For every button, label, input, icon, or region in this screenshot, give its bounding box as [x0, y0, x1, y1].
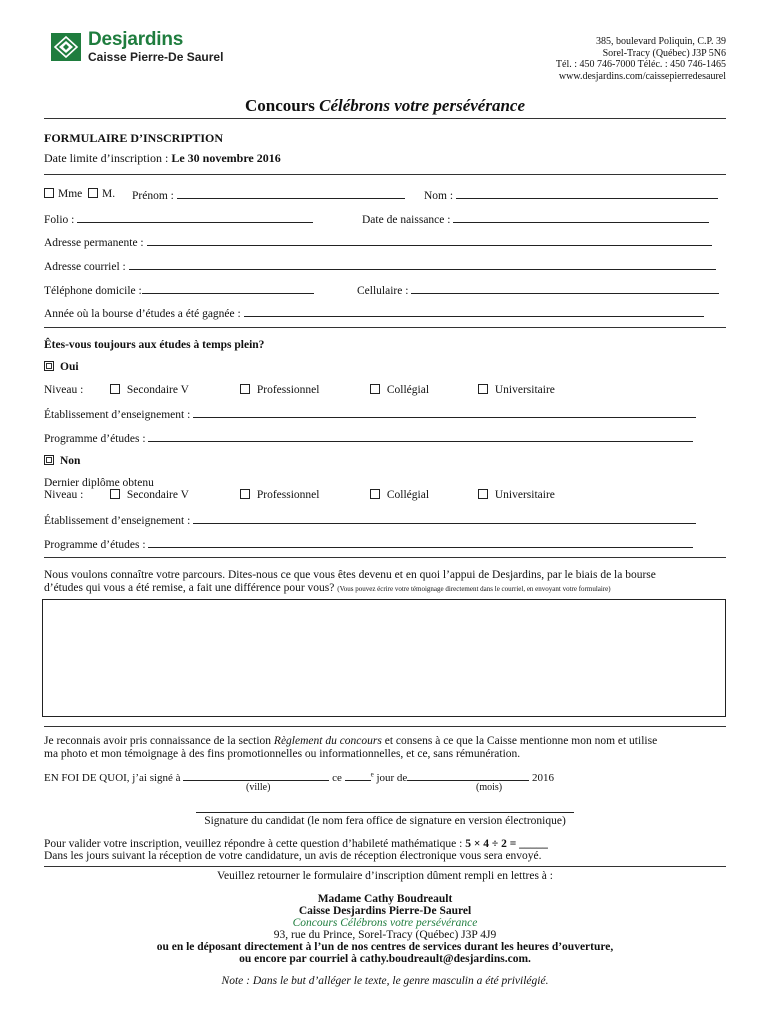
caisse-address: [556, 36, 726, 82]
parcours-question: d’études qui vous a été remise, a fait une différence pour vous?: [44, 582, 335, 594]
return-name: Madame Cathy Boudreault: [317, 893, 453, 905]
cell-input[interactable]: [411, 283, 719, 294]
page-title: [0, 96, 770, 116]
nom-field: [424, 188, 718, 202]
mme-label: Mme: [58, 188, 83, 200]
institution-label: Établissement d’enseignement :: [44, 409, 191, 421]
award-year-field: [44, 306, 704, 320]
program-input[interactable]: [148, 431, 693, 442]
level-checkbox[interactable]: [478, 384, 488, 394]
brand-sub: Caisse Pierre-De Saurel: [88, 50, 224, 64]
address-line: Tél. : 450 746-7000 Téléc. : 450 746-1465: [555, 59, 726, 70]
nom-input[interactable]: [456, 188, 718, 199]
parcours-line1: Nous voulons connaître votre parcours. Dites-nous ce que vous êtes devenu et en quoi l’appui de Desjardins, par le biais de la bourse: [44, 569, 656, 581]
validation-text: Pour valider votre inscription, veuillez répondre à cette question d’habileté mathématique :: [44, 838, 466, 850]
program-label: Programme d’études :: [44, 433, 146, 445]
institution-field: [44, 407, 696, 421]
divider: [44, 174, 726, 175]
return-address: 93, rue du Prince, Sorel-Tracy (Québec) J3P 4J9: [273, 929, 497, 941]
level-option: [478, 384, 555, 396]
level-checkbox[interactable]: [240, 384, 250, 394]
deadline-label: Date limite d’inscription :: [44, 151, 172, 165]
home-phone-label: Téléphone domicile :: [44, 285, 142, 297]
folio-field: [44, 212, 313, 226]
oui-checkbox[interactable]: [44, 361, 54, 371]
ce-label: ce: [332, 772, 342, 784]
level-checkbox[interactable]: [110, 384, 120, 394]
receipt-line: Dans les jours suivant la réception de votre candidature, un avis de réception électronique vous sera envoyé.: [44, 850, 542, 862]
program-field: [44, 431, 693, 445]
cell-label: Cellulaire :: [357, 285, 409, 297]
institution-input[interactable]: [193, 407, 696, 418]
email-label: Adresse courriel :: [44, 261, 126, 273]
return-deposit: ou en le déposant directement à l’un de nos centres de services durant les heures d’ouverture,: [156, 941, 614, 953]
prenom-input[interactable]: [177, 188, 405, 199]
consent-text: et consens à ce que la Caisse mentionne mon nom et utilise: [381, 735, 658, 747]
parcours-line2: [44, 582, 611, 594]
address-input[interactable]: [147, 235, 712, 246]
city-input[interactable]: [183, 770, 329, 781]
niveau-label: Niveau :: [44, 489, 84, 501]
prenom-label: Prénom :: [132, 190, 174, 202]
level-label: Professionnel: [256, 384, 320, 396]
return-email[interactable]: ou encore par courriel à cathy.boudreault@desjardins.com.: [239, 953, 531, 965]
level-option: [240, 384, 319, 396]
niveau-label: Niveau :: [44, 384, 84, 396]
day-input[interactable]: [345, 770, 371, 781]
math-question: 5 × 4 ÷ 2 = _____: [465, 838, 548, 850]
level-label: Collégial: [386, 489, 430, 501]
mme-checkbox[interactable]: [44, 188, 54, 198]
birthdate-field: [362, 212, 709, 226]
program-field: [44, 537, 693, 551]
prenom-field: [132, 188, 405, 202]
year-label: 2016: [532, 772, 555, 784]
studies-question: Êtes-vous toujours aux études à temps plein?: [44, 339, 265, 351]
level-checkbox[interactable]: [110, 489, 120, 499]
consent-line2: ma photo et mon témoignage à des fins promotionnelles ou informationnelles, et ce, sans rémunération.: [44, 748, 521, 760]
address-line: 385, boulevard Poliquin, C.P. 39: [595, 36, 726, 47]
home-phone-field: [44, 283, 314, 297]
level-label: Secondaire V: [126, 384, 189, 396]
institution-label: Établissement d’enseignement :: [44, 515, 191, 527]
non-label: Non: [60, 455, 81, 467]
level-label: Professionnel: [256, 489, 320, 501]
mois-caption: (mois): [476, 782, 503, 793]
signature-place-row: EN FOI DE QUOI, j’ai signé à ce $^e$ jour de 2016: [44, 770, 555, 784]
institution-input[interactable]: [193, 513, 696, 524]
address-field: [44, 235, 712, 249]
folio-label: Folio :: [44, 214, 75, 226]
email-field: [44, 259, 716, 273]
testimony-textarea[interactable]: [42, 599, 726, 717]
jour-label: jour de: [376, 772, 408, 784]
award-year-label: Année où la bourse d’études a été gagnée :: [44, 308, 241, 320]
m-label: M.: [102, 188, 116, 200]
level-checkbox[interactable]: [240, 489, 250, 499]
brand-name: Desjardins: [88, 29, 184, 50]
address-line: www.desjardins.com/caissepierredesaurel: [558, 70, 726, 82]
level-checkbox[interactable]: [370, 489, 380, 499]
return-org: Caisse Desjardins Pierre-De Saurel: [298, 905, 472, 917]
title-prefix: Concours: [245, 96, 320, 115]
rules-reference: Règlement du concours: [273, 735, 382, 747]
level-option: [478, 489, 555, 501]
non-option: [44, 455, 80, 467]
signature-caption: Signature du candidat (le nom fera office de signature en version électronique): [204, 815, 566, 827]
parcours-note: (Vous pouvez écrire votre témoignage directement dans le courriel, en envoyant votre formulaire): [337, 585, 611, 593]
signature-input[interactable]: [196, 802, 574, 813]
form-heading: FORMULAIRE D’INSCRIPTION: [44, 131, 224, 145]
folio-input[interactable]: [77, 212, 313, 223]
email-input[interactable]: [129, 259, 716, 270]
deadline: [44, 151, 281, 166]
title-italic: Célébrons votre persévérance: [319, 96, 525, 115]
ville-caption: (ville): [246, 782, 271, 793]
level-option: [110, 489, 189, 501]
level-option: [370, 489, 429, 501]
gender-note: Note : Dans le but d’alléger le texte, le genre masculin a été privilégié.: [221, 975, 549, 987]
oui-label: Oui: [60, 361, 79, 373]
divider: [44, 557, 726, 558]
divider: [44, 866, 726, 867]
birthdate-input[interactable]: [453, 212, 709, 223]
divider: [44, 327, 726, 328]
consent-text: Je reconnais avoir pris connaissance de la section: [44, 735, 274, 747]
divider: [44, 726, 726, 727]
home-phone-input[interactable]: [142, 283, 314, 294]
level-checkbox[interactable]: [370, 384, 380, 394]
level-label: Secondaire V: [126, 489, 189, 501]
program-input[interactable]: [148, 537, 693, 548]
oui-option: [44, 361, 79, 373]
level-label: Universitaire: [494, 384, 555, 396]
deadline-value: Le 30 novembre 2016: [171, 151, 281, 165]
last-diploma-label: Dernier diplôme obtenu: [44, 477, 154, 489]
validation-line: [44, 838, 548, 850]
award-year-input[interactable]: [244, 306, 704, 317]
gender-row: [44, 188, 115, 200]
desjardins-logo-icon: [51, 33, 81, 61]
level-option: [240, 489, 319, 501]
non-checkbox[interactable]: [44, 455, 54, 465]
return-intro: Veuillez retourner le formulaire d’inscription dûment rempli en lettres à :: [217, 870, 553, 882]
level-option: [110, 384, 189, 396]
consent-line1: [44, 735, 657, 747]
level-option: [370, 384, 429, 396]
m-checkbox[interactable]: [88, 188, 98, 198]
cell-field: [357, 283, 719, 297]
institution-field: [44, 513, 696, 527]
level-checkbox[interactable]: [478, 489, 488, 499]
level-label: Universitaire: [494, 489, 555, 501]
address-line: Sorel-Tracy (Québec) J3P 5N6: [602, 47, 726, 59]
program-label: Programme d’études :: [44, 539, 146, 551]
level-label: Collégial: [386, 384, 430, 396]
month-input[interactable]: [407, 770, 529, 781]
divider: [44, 118, 726, 119]
foi-label: EN FOI DE QUOI, j’ai signé à: [44, 772, 181, 784]
birthdate-label: Date de naissance :: [362, 214, 451, 226]
nom-label: Nom :: [424, 190, 454, 202]
address-label: Adresse permanente :: [44, 237, 144, 249]
return-contest: Concours Célébrons votre persévérance: [292, 917, 478, 929]
